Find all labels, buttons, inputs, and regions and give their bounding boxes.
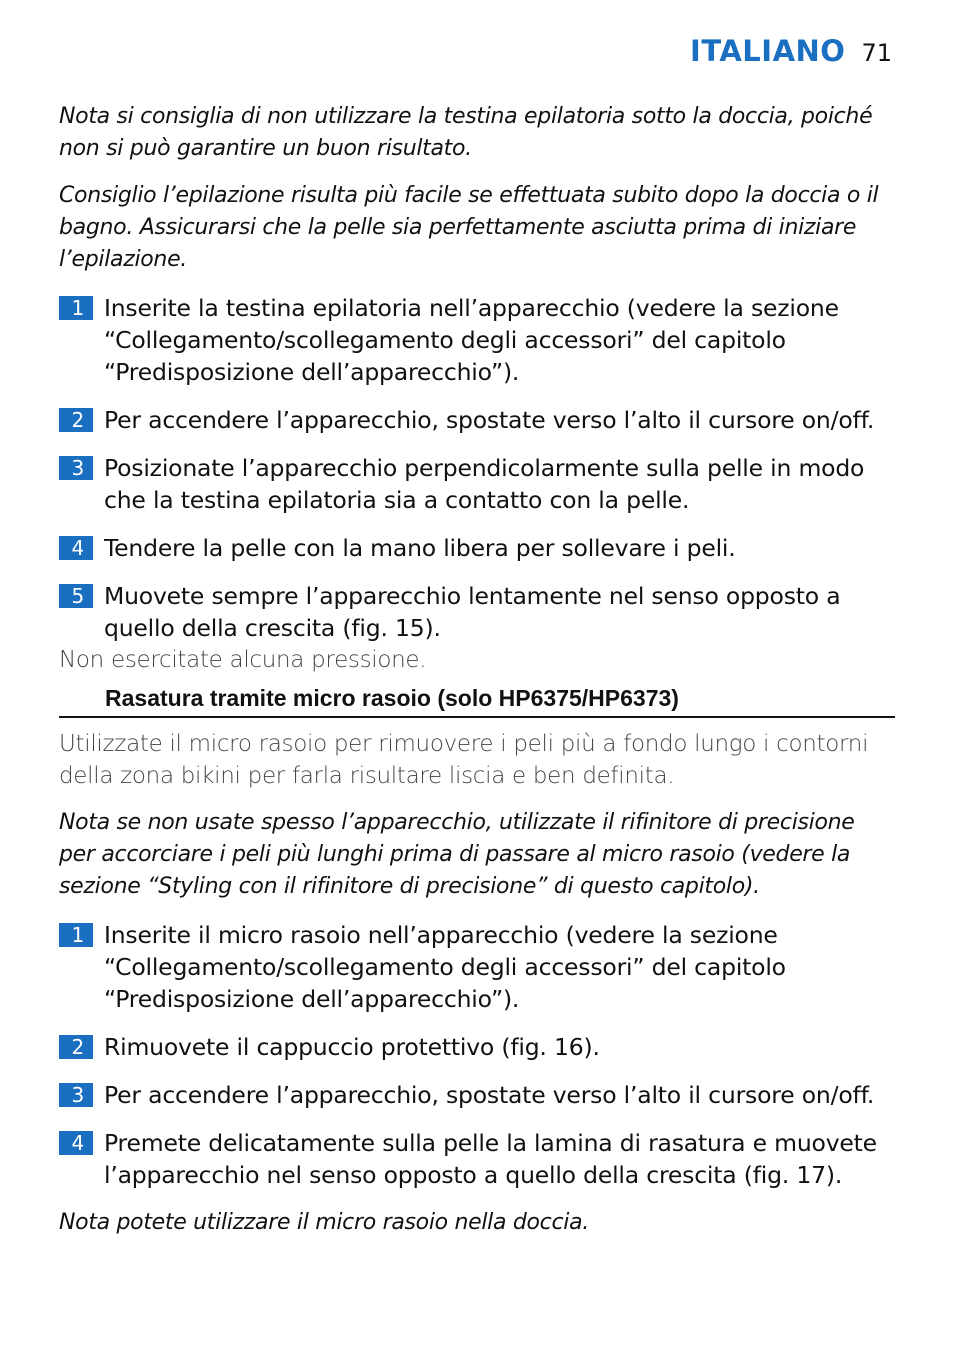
step-number: 4 (59, 1131, 93, 1155)
step-text: Muovete sempre l’apparecchio lentamente nel senso opposto a quello della crescita (fig. 15). (104, 582, 841, 642)
note-shower-shaver: Nota potete utilizzare il micro rasoio nella doccia. (59, 1210, 589, 1235)
page-header (690, 34, 892, 68)
step-number: 2 (59, 1035, 93, 1059)
note-shower: Nota si consiglia di non utilizzare la testina epilatoria sotto la doccia, poiché non si può garantire un buon risultato. (59, 104, 873, 161)
step-text: Posizionate l’apparecchio perpendicolarmente sulla pelle in modo che la testina epilatoria sia a contatto con la pelle. (104, 454, 865, 514)
step-item (59, 532, 895, 564)
step-text: Rimuovete il cappuccio protettivo (fig. 16). (104, 1033, 600, 1061)
page-content (59, 101, 895, 1254)
step-number: 1 (59, 923, 93, 947)
step-text: Premete delicatamente sulla pelle la lamina di rasatura e muovete l’apparecchio nel senso opposto a quello della crescita (fig. 17). (104, 1129, 877, 1189)
step-item (59, 919, 895, 1015)
step-text: Tendere la pelle con la mano libera per sollevare i peli. (104, 534, 736, 562)
shaving-steps (59, 919, 895, 1191)
no-pressure-text: Non esercitate alcuna pressione. (59, 647, 427, 673)
step-number: 1 (59, 296, 93, 320)
step-text: Per accendere l’apparecchio, spostate verso l’alto il cursore on/off. (104, 406, 875, 434)
step-text: Inserite la testina epilatoria nell’apparecchio (vedere la sezione “Collegamento/scollegamento degli accessori” del capitolo “Predisposizione dell’apparecchio”). (104, 294, 839, 386)
section-intro: Utilizzate il micro rasoio per rimuovere i peli più a fondo lungo i contorni della zona bikini per farla risultare liscia e ben definita. (59, 731, 869, 789)
step-item (59, 1031, 895, 1063)
step-text: Per accendere l’apparecchio, spostate verso l’alto il cursore on/off. (104, 1081, 875, 1109)
note-precision-trimmer: Nota se non usate spesso l’apparecchio, utilizzate il rifinitore di precisione per accorciare i peli più lunghi prima di passare al micro rasoio (vedere la sezione “Styling con il rifinitore di precisione” di questo capitolo). (59, 810, 855, 899)
step-number: 2 (59, 408, 93, 432)
section-heading: Rasatura tramite micro rasoio (solo HP6375/HP6373) (59, 684, 895, 718)
epilation-steps (59, 292, 895, 644)
step-item (59, 452, 895, 516)
page-number: 71 (861, 39, 892, 67)
step-number: 5 (59, 584, 93, 608)
step-number: 3 (59, 456, 93, 480)
tip-epilation: Consiglio l’epilazione risulta più facile se effettuata subito dopo la doccia o il bagno. Assicurarsi che la pelle sia perfettamente asciutta prima di iniziare l’epilazione. (59, 183, 879, 272)
step-item (59, 404, 895, 436)
step-item (59, 1127, 895, 1191)
step-text: Inserite il micro rasoio nell’apparecchio (vedere la sezione “Collegamento/scollegamento degli accessori” del capitolo “Predisposizione dell’apparecchio”). (104, 921, 786, 1013)
step-number: 3 (59, 1083, 93, 1107)
step-item (59, 1079, 895, 1111)
step-item (59, 292, 895, 388)
language-heading: ITALIANO (690, 34, 846, 68)
step-number: 4 (59, 536, 93, 560)
step-item (59, 580, 895, 644)
